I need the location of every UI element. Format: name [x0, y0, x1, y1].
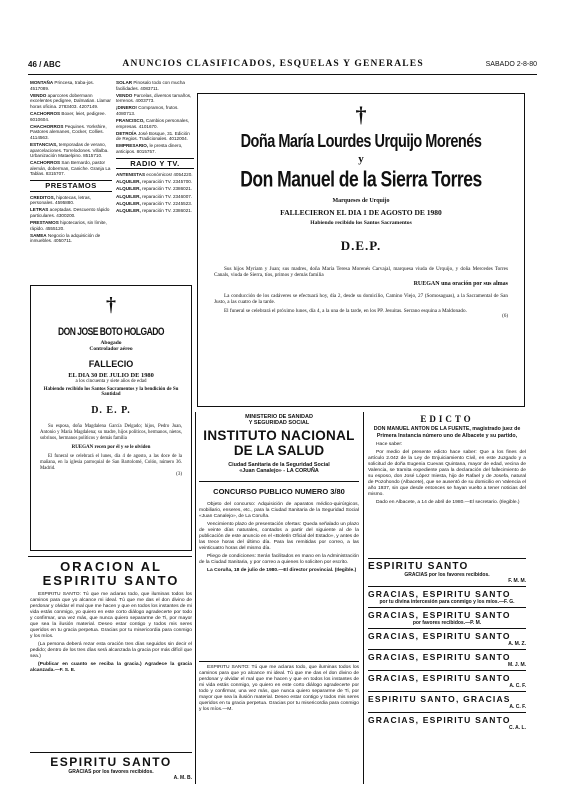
classified-ad: ALQUILER, reparación TV. 2345700. [116, 179, 193, 185]
page-header [28, 58, 537, 70]
oracion-title-2: ESPIRITU SANTO [42, 573, 180, 588]
deceased-name-2: Don Manuel de la Sierra Torres [240, 166, 482, 192]
role-line-2: Controlador aéreo [89, 346, 133, 352]
classified-ad: ANTENISTAS económicos! 4054220. [116, 172, 193, 178]
obituary-urquijo-sierra [197, 93, 525, 407]
deceased-name-1: Doña María Lourdes Urquijo Morenés [240, 132, 482, 152]
conduction-text: La conducción de los cadáveres se efectuará hoy, día 2, desde su domicilio, Camino Viejo, 27 (Somosaguas), a la Sacramental de San Justo, a las cuatro de la tarde. [214, 292, 508, 306]
institute-line-2: DE LA SALUD [233, 443, 325, 458]
sacraments-line: Habiendo recibido los Santos Sacramentos y la bendición de Su Santidad [43, 387, 179, 397]
gracias-notice: GRACIAS, ESPIRITU SANTO A. C. F. [368, 670, 526, 691]
conjunction: y [358, 153, 364, 165]
header-rule [28, 74, 537, 75]
deceased-name: DON JOSE BOTO HOLGADO [58, 324, 164, 338]
oracion-body: ESPIRITU SANTO: Tú que me aclaras todo, que iluminas todos los caminos para que yo alcance mi ideal. Tú que me das el don divino de perdonar y olvidar el mal que me hacen y que en todos los instantes de mi vida estás conmigo, yo quiero en este corto diálogo agradecerte por todo y confirmar, una vez más, que nunca quiero separarme de Ti, por mayor que sea la ilusión material. Deseo estar contigo y todos mis seres queridos en tu gracia perpetua. Gracias por tu misericordia para conmigo y los míos. [30, 592, 192, 639]
gracias-notice: GRACIAS, ESPIRITU SANTO C. A. L. [368, 712, 526, 733]
classified-ad: ESTANCIAS, temporadas de verano, aparcelaciones. Torrelodones. Villalba. Urbanización Mataelpino. 8515710. [30, 141, 109, 159]
family-text: Su esposa, doña Magdalena García Delgado; hijos, Pedro Juan, Antonio y María Magdalena; su madre, hijos políticos, hermanos, nietos, sobrinos, hermanos políticos y demás familia [40, 424, 182, 441]
dep-mark: D.E.P. [340, 238, 382, 253]
edicto-date: Dado en Albacete, a 14 de abril de 1980.—El secretario. (Ilegible.) [376, 500, 520, 506]
title-subtitle: Marqueses de Urquijo [332, 198, 390, 204]
espiritu-santo-sub: GRACIAS por los favores recibidos. [68, 769, 154, 775]
classified-ad: ALQUILER, reparación TV. 2245523. [116, 200, 193, 206]
sanidad-notice [199, 414, 359, 574]
edicto-body: Por medio del presente edicto hace saber: Que a los fines del artículo 2.042 de la Ley de Enjuiciamiento Civil, en este Juzgado y a solicitud de doña Eugenia Cuevas Quintana, mayor de edad, vecina de Valencia, se tramita expediente para la declaración del fallecimiento de su esposo, don José López Iniesta, hijo de Rafael y de Josefa, natural de Pozohondo (Albacete), que se ausentó de su domicilio en Valencia el año 1937, sin que desde entonces se hayan vuelto a tener noticias del mismo. [368, 450, 526, 498]
edicto-hace-saber: Hace saber: [376, 442, 403, 448]
prestamos-heading: PRESTAMOS [30, 180, 112, 192]
death-date: FALLECIERON EL DIA 1 DE AGOSTO DE 1980 [280, 208, 442, 217]
hospital-line-1: Ciudad Sanitaria de la Seguridad Social [228, 462, 330, 468]
fallecio-label: FALLECIO [88, 359, 134, 369]
cross-icon: † [106, 294, 116, 316]
radio-tv-heading: RADIO Y TV. [116, 158, 194, 170]
ruegan-line: RUEGAN una oración por sus almas [413, 280, 508, 287]
classified-ad: CREDITOS, hipotecas, letras, personales. 4595880. [30, 194, 91, 206]
classified-ad: CACHORROS San Bernardo, pastor alemán, doberman, Caniche. Granja La Tablas. 8315707. [30, 160, 111, 177]
funeral-text: El funeral se celebrará el lunes, día 4 de agosto, a las doce de la mañana, en la iglesia parroquial de San Bartolomé, Colón, número 36. Madrid. [40, 454, 182, 471]
classified-ad: ALQUILER, reparación TV. 2346007. [116, 193, 193, 199]
classified-ad: FRANCISCO, Cambios personales, empresas. 4101670. [116, 118, 190, 129]
classified-ad: CACHORROS Boxer, leiet, pedigree. 6010604. [30, 110, 106, 122]
notice-reference: (6) [502, 314, 508, 320]
notice-reference: (3) [176, 472, 182, 477]
family-text: Sus hijos Myriam y Juan; sus madres, doña María Teresa Morenés Carvajal, marquesa viuda de Urquijo, y doña Mercedes Torres Canals, viuda de Sierra, tíos, primos y demás familia [214, 266, 508, 279]
role-line-1: Abogado [100, 340, 122, 346]
classified-ad: SAMEA Negocio la adquisición de inmuebles. 4050711. [30, 232, 101, 244]
espiritu-santo-prayer-mid: ESPIRITU SANTO: Tú que me aclaras todo, que iluminas todos los caminos para que yo alcance mi ideal. Tú que me das el don divino de perdonar y olvidar el mal que me hacen y que en todos los instantes de mi vida estás conmigo, yo quiero en este corto diálogo agradecerte por todo y confirmar, una vez más, que nunca quiero separarme de Ti, por mayor que sea la ilusión material. Deseo estar contigo y todos mis seres queridos en tu gracia perpetua. Gracias por tu misericordia para conmigo y los míos.—M. [199, 665, 359, 712]
concurso-title: CONCURSO PUBLICO NUMERO 3/80 [199, 481, 359, 496]
sacraments-line: Habiendo recibido los Santos Sacramentos [310, 220, 412, 226]
oracion-note: (La persona deberá rezar esta oración tres días seguidos sin decir el pedido; dentro de los tres días será alcanzada la gracia por más difícil que sea.) [30, 642, 192, 659]
gracias-notice: ESPIRITU SANTO, GRACIAS A. C. F. [368, 691, 526, 712]
gracias-notice: GRACIAS, ESPIRITU SANTO M. J. M. [368, 649, 526, 670]
gracias-notice: GRACIAS, ESPIRITU SANTO por tu divina intercesión para conmigo y los míos.—F. G. [368, 586, 526, 607]
death-date: EL DIA 30 DE JULIO DE 1980 [68, 372, 154, 379]
gracias-stack [368, 558, 526, 733]
institute-line-1: INSTITUTO NACIONAL [203, 428, 355, 443]
concurso-signature: La Coruña, 18 de julio de 1980.—El director provincial. (Ilegible.) [207, 568, 357, 573]
oracion-title-1: ORACION AL [60, 559, 162, 574]
ministry-line-1: MINISTERIO DE SANIDAD [245, 414, 313, 420]
classified-ad: VENDO Parcelas, diversos tamaños, terrenos. 4003773. [116, 92, 192, 104]
edicto-heading: DON MANUEL ANTON DE LA FUENTE, magistrado juez de Primera Instancia número uno de Albacete y su partido, [373, 426, 521, 439]
column-divider [195, 412, 196, 784]
classifieds-mid-column [116, 80, 194, 215]
espiritu-santo-sig: A. M. B. [173, 775, 192, 781]
espiritu-santo-thanks-left [30, 752, 192, 781]
section-divider [28, 556, 192, 557]
espiritu-santo-title: ESPIRITU SANTO [50, 755, 172, 769]
classified-ad: ALQUILER, reparación TV. 2386021. [116, 186, 193, 192]
gracias-notice: GRACIAS, ESPIRITU SANTO A. M. Z. [368, 628, 526, 649]
section-divider [199, 661, 359, 662]
classified-ad: ¡DINERO! Compramos, frutos. 4080713. [116, 105, 179, 116]
ruegan-line: RUEGAN recen por él y se le olviden [71, 445, 151, 450]
gracias-notice: GRACIAS, ESPIRITU SANTO por favores recibidos.—P. M. [368, 607, 526, 628]
classified-ad: ALQUILER, reparación TV. 2386021. [116, 207, 193, 213]
classified-ad: SOLAR Pinosalo todo con mucha facilidades. 4083711. [116, 80, 185, 91]
classified-ad: MONTAÑA Princesa, traba-jos. 4517089. [30, 80, 94, 91]
cross-icon: † [355, 102, 367, 127]
classified-ad: EMPRESARIO, le presta dinero, anticipos. 8015757. [116, 143, 183, 155]
gracias-notice: ESPIRITU SANTO GRACIAS por los favores recibidos. F. M. M. [368, 558, 526, 586]
classifieds-left-column [30, 80, 112, 245]
column-divider [363, 412, 364, 784]
concurso-deadline: Vencimiento plazo de presentación ofertas: Queda señalado un plazo de veinte días naturales, contados a partir del siguiente al de la publicación de este anuncio en el «Boletín Oficial del Estado», y antes de las trece horas del último día. Para las remitidas por correo, a las veinticuatro horas del mismo día. [199, 522, 359, 551]
concurso-object: Objeto del concurso: Adquisición de aparatos médico-quirúrgicos, mobiliario, enseres, etc., para la Ciudad Sanitaria de la Seguridad Social «Juan Canalejo», de La Coruña. [199, 502, 359, 519]
ministry-line-2: Y SEGURIDAD SOCIAL [248, 420, 310, 426]
obituary-boto-holgado [30, 285, 192, 551]
dep-mark: D. E. P. [91, 405, 131, 416]
classified-ad: VENDO aparcores dobermann excelentes pedigree, Dalmatian. Llamar horas oficina. 2783403. 4207149. [30, 92, 111, 109]
classified-ad: CHACHORROS Pequines. Yorkshire, Pastores alemanes, Cocker, Collies. 4114563. [30, 123, 107, 140]
hospital-line-2: «Juan Canalejo» - LA CORUÑA [239, 468, 319, 474]
edicto-notice [368, 414, 526, 506]
oracion-publish: (Publicar en cuanto se reciba la gracia.) Agradece la gracia alcanzada.—F. S. E. [30, 662, 192, 673]
edicto-title: EDICTO [420, 414, 474, 424]
issue-date: SABADO 2-8-80 [485, 60, 537, 68]
concurso-conditions: Pliego de condiciones: Serán facilitados en mano en la Administración de la Ciudad Sanitaria, y por correo a quienes lo soliciten por escrito. [199, 554, 359, 565]
page-number: 46 / ABC [28, 59, 61, 69]
classified-ad: LETRAS aceptadas. Descuento rápido particulares. 4300200. [30, 207, 110, 218]
oracion-espiritu-santo [30, 560, 192, 674]
age-line: a los cincuenta y siete años de edad [75, 379, 147, 384]
section-title: ANUNCIOS CLASIFICADOS, ESQUELAS Y GENERALES [122, 59, 424, 69]
classified-ad: PRESTAMOS hipotecarios, sin límite, rápido. 4555120. [30, 219, 107, 231]
funeral-text: El funeral se celebrará el próximo lunes, día 4, a la una de la tarde, en los PP. Jesuitas. Serrano esquina a Maldonado. [224, 307, 467, 314]
classified-ad: DETROÍA José Bosque, 31. Edición de Regios. Tradicionales. 4012004. [116, 130, 190, 142]
